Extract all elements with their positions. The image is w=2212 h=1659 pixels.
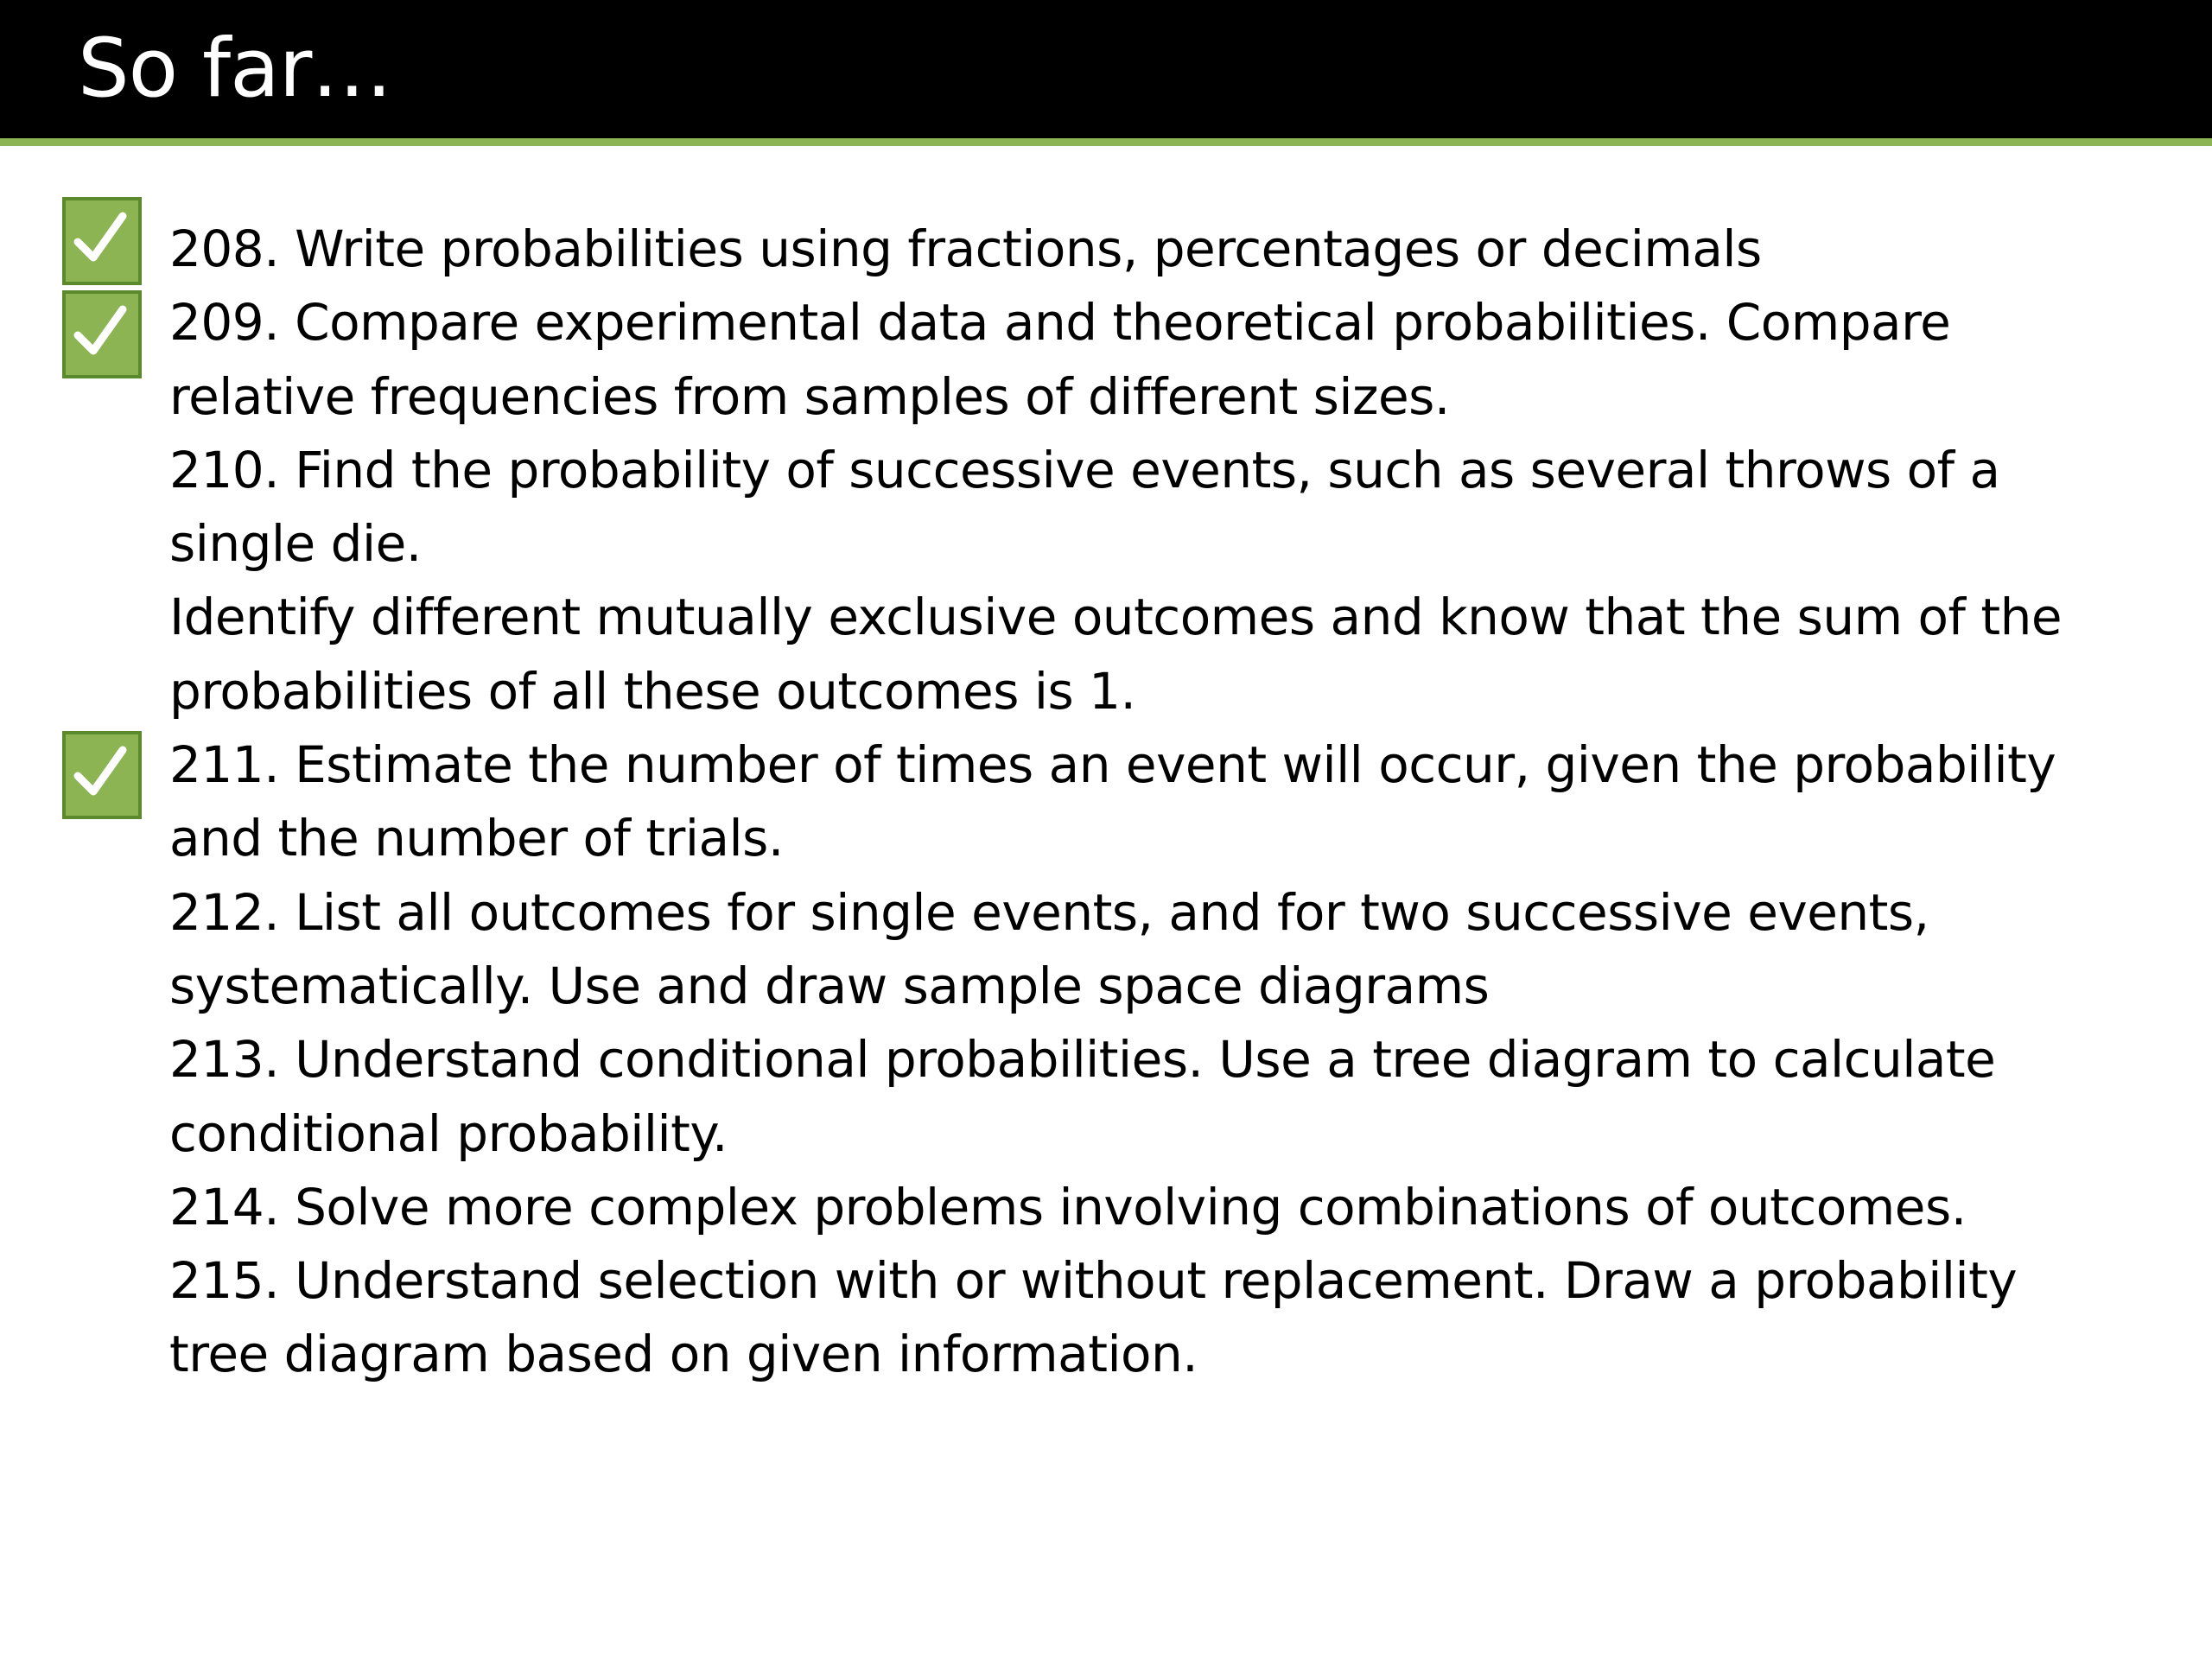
- objective-209: 209. Compare experimental data and theoretical probabilities. Compare relative frequencies from samples of different sizes.: [169, 293, 1951, 426]
- check-icon: [62, 731, 142, 819]
- objective-210-extension: Identify different mutually exclusive outcomes and know that the sum of the probabilities of all these outcomes is 1.: [169, 588, 2063, 721]
- objectives-list: [169, 213, 2105, 1392]
- check-icon: [62, 197, 142, 285]
- objective-212: 212. List all outcomes for single events, and for two successive events, systematically. Use and draw sample space diagrams: [169, 882, 1929, 1015]
- slide-title: So far…: [78, 22, 392, 116]
- objective-208: 208. Write probabilities using fractions, percentages or decimals: [169, 219, 1762, 278]
- objective-211: 211. Estimate the number of times an event will occur, given the probability and the number of trials.: [169, 735, 2056, 868]
- objective-215: 215. Understand selection with or without replacement. Draw a probability tree diagram based on given information.: [169, 1251, 2018, 1384]
- title-bar: [0, 0, 2212, 138]
- objective-214: 214. Solve more complex problems involving combinations of outcomes.: [169, 1177, 1967, 1236]
- objective-213: 213. Understand conditional probabilities. Use a tree diagram to calculate conditional probability.: [169, 1030, 1996, 1163]
- objective-210: 210. Find the probability of successive events, such as several throws of a single die.: [169, 440, 2000, 574]
- title-divider: [0, 138, 2212, 146]
- check-icon: [62, 290, 142, 378]
